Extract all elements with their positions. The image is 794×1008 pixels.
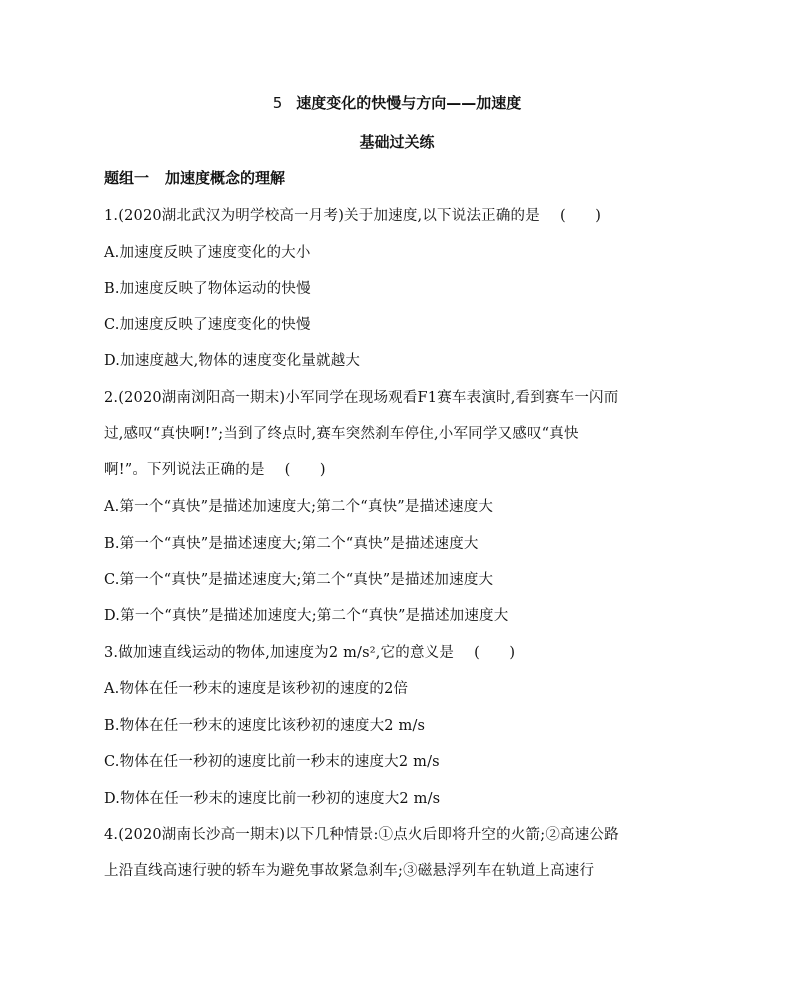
question-2-option-a: A.第一个“真快”是描述加速度大;第二个“真快”是描述速度大	[104, 499, 494, 515]
page-subtitle: 基础过关练	[359, 133, 435, 151]
section-number: 5	[272, 94, 283, 112]
question-2-stem-line-3	[104, 458, 326, 479]
question-2-option-d: D.第一个“真快”是描述加速度大;第二个“真快”是描述加速度大	[104, 608, 509, 624]
page-title	[0, 92, 794, 113]
question-3-option-d: D.物体在任一秒末的速度比前一秒初的速度大2 m/s	[104, 791, 441, 807]
question-4-stem-line-2: 上沿直线高速行驶的轿车为避免事故紧急刹车;③磁悬浮列车在轨道上高速行	[104, 863, 595, 879]
question-3-option-a: A.物体在任一秒末的速度是该秒初的速度的2倍	[104, 681, 409, 697]
question-3-option-c: C.物体在任一秒初的速度比前一秒末的速度大2 m/s	[104, 754, 440, 770]
question-3-text: 3.做加速直线运动的物体,加速度为2 m/s²,它的意义是	[104, 645, 455, 661]
question-1-text: 1.(2020湖北武汉为明学校高一月考)关于加速度,以下说法正确的是	[104, 208, 540, 224]
question-2-stem-line-2: 过,感叹“真快啊!”;当到了终点时,赛车突然刹车停住,小军同学又感叹“真快	[104, 426, 579, 442]
question-1-option-c: C.加速度反映了速度变化的快慢	[104, 317, 311, 333]
question-2-text: 啊!”。下列说法正确的是	[104, 462, 265, 478]
answer-bracket: ( )	[474, 645, 516, 661]
question-3-stem	[104, 641, 515, 662]
question-4-stem-line-1: 4.(2020湖南长沙高一期末)以下几种情景:①点火后即将升空的火箭;②高速公路	[104, 827, 619, 843]
question-2-stem-line-1: 2.(2020湖南浏阳高一期末)小军同学在现场观看F1赛车表演时,看到赛车一闪而	[104, 390, 619, 406]
group-text: 加速度概念的理解	[165, 169, 286, 187]
group-label: 题组一	[104, 169, 150, 187]
section-title: 速度变化的快慢与方向——加速度	[296, 94, 522, 112]
question-1-option-a: A.加速度反映了速度变化的大小	[104, 245, 311, 261]
question-1-stem	[104, 204, 601, 225]
question-1-option-b: B.加速度反映了物体运动的快慢	[104, 281, 311, 297]
answer-bracket: ( )	[559, 208, 602, 224]
question-2-option-c: C.第一个“真快”是描述速度大;第二个“真快”是描述加速度大	[104, 572, 494, 588]
question-1-option-d: D.加速度越大,物体的速度变化量就越大	[104, 353, 361, 369]
question-3-option-b: B.物体在任一秒末的速度比该秒初的速度大2 m/s	[104, 718, 426, 734]
question-2-option-b: B.第一个“真快”是描述速度大;第二个“真快”是描述速度大	[104, 536, 479, 552]
question-group-heading	[104, 167, 285, 188]
answer-bracket: ( )	[284, 462, 326, 478]
